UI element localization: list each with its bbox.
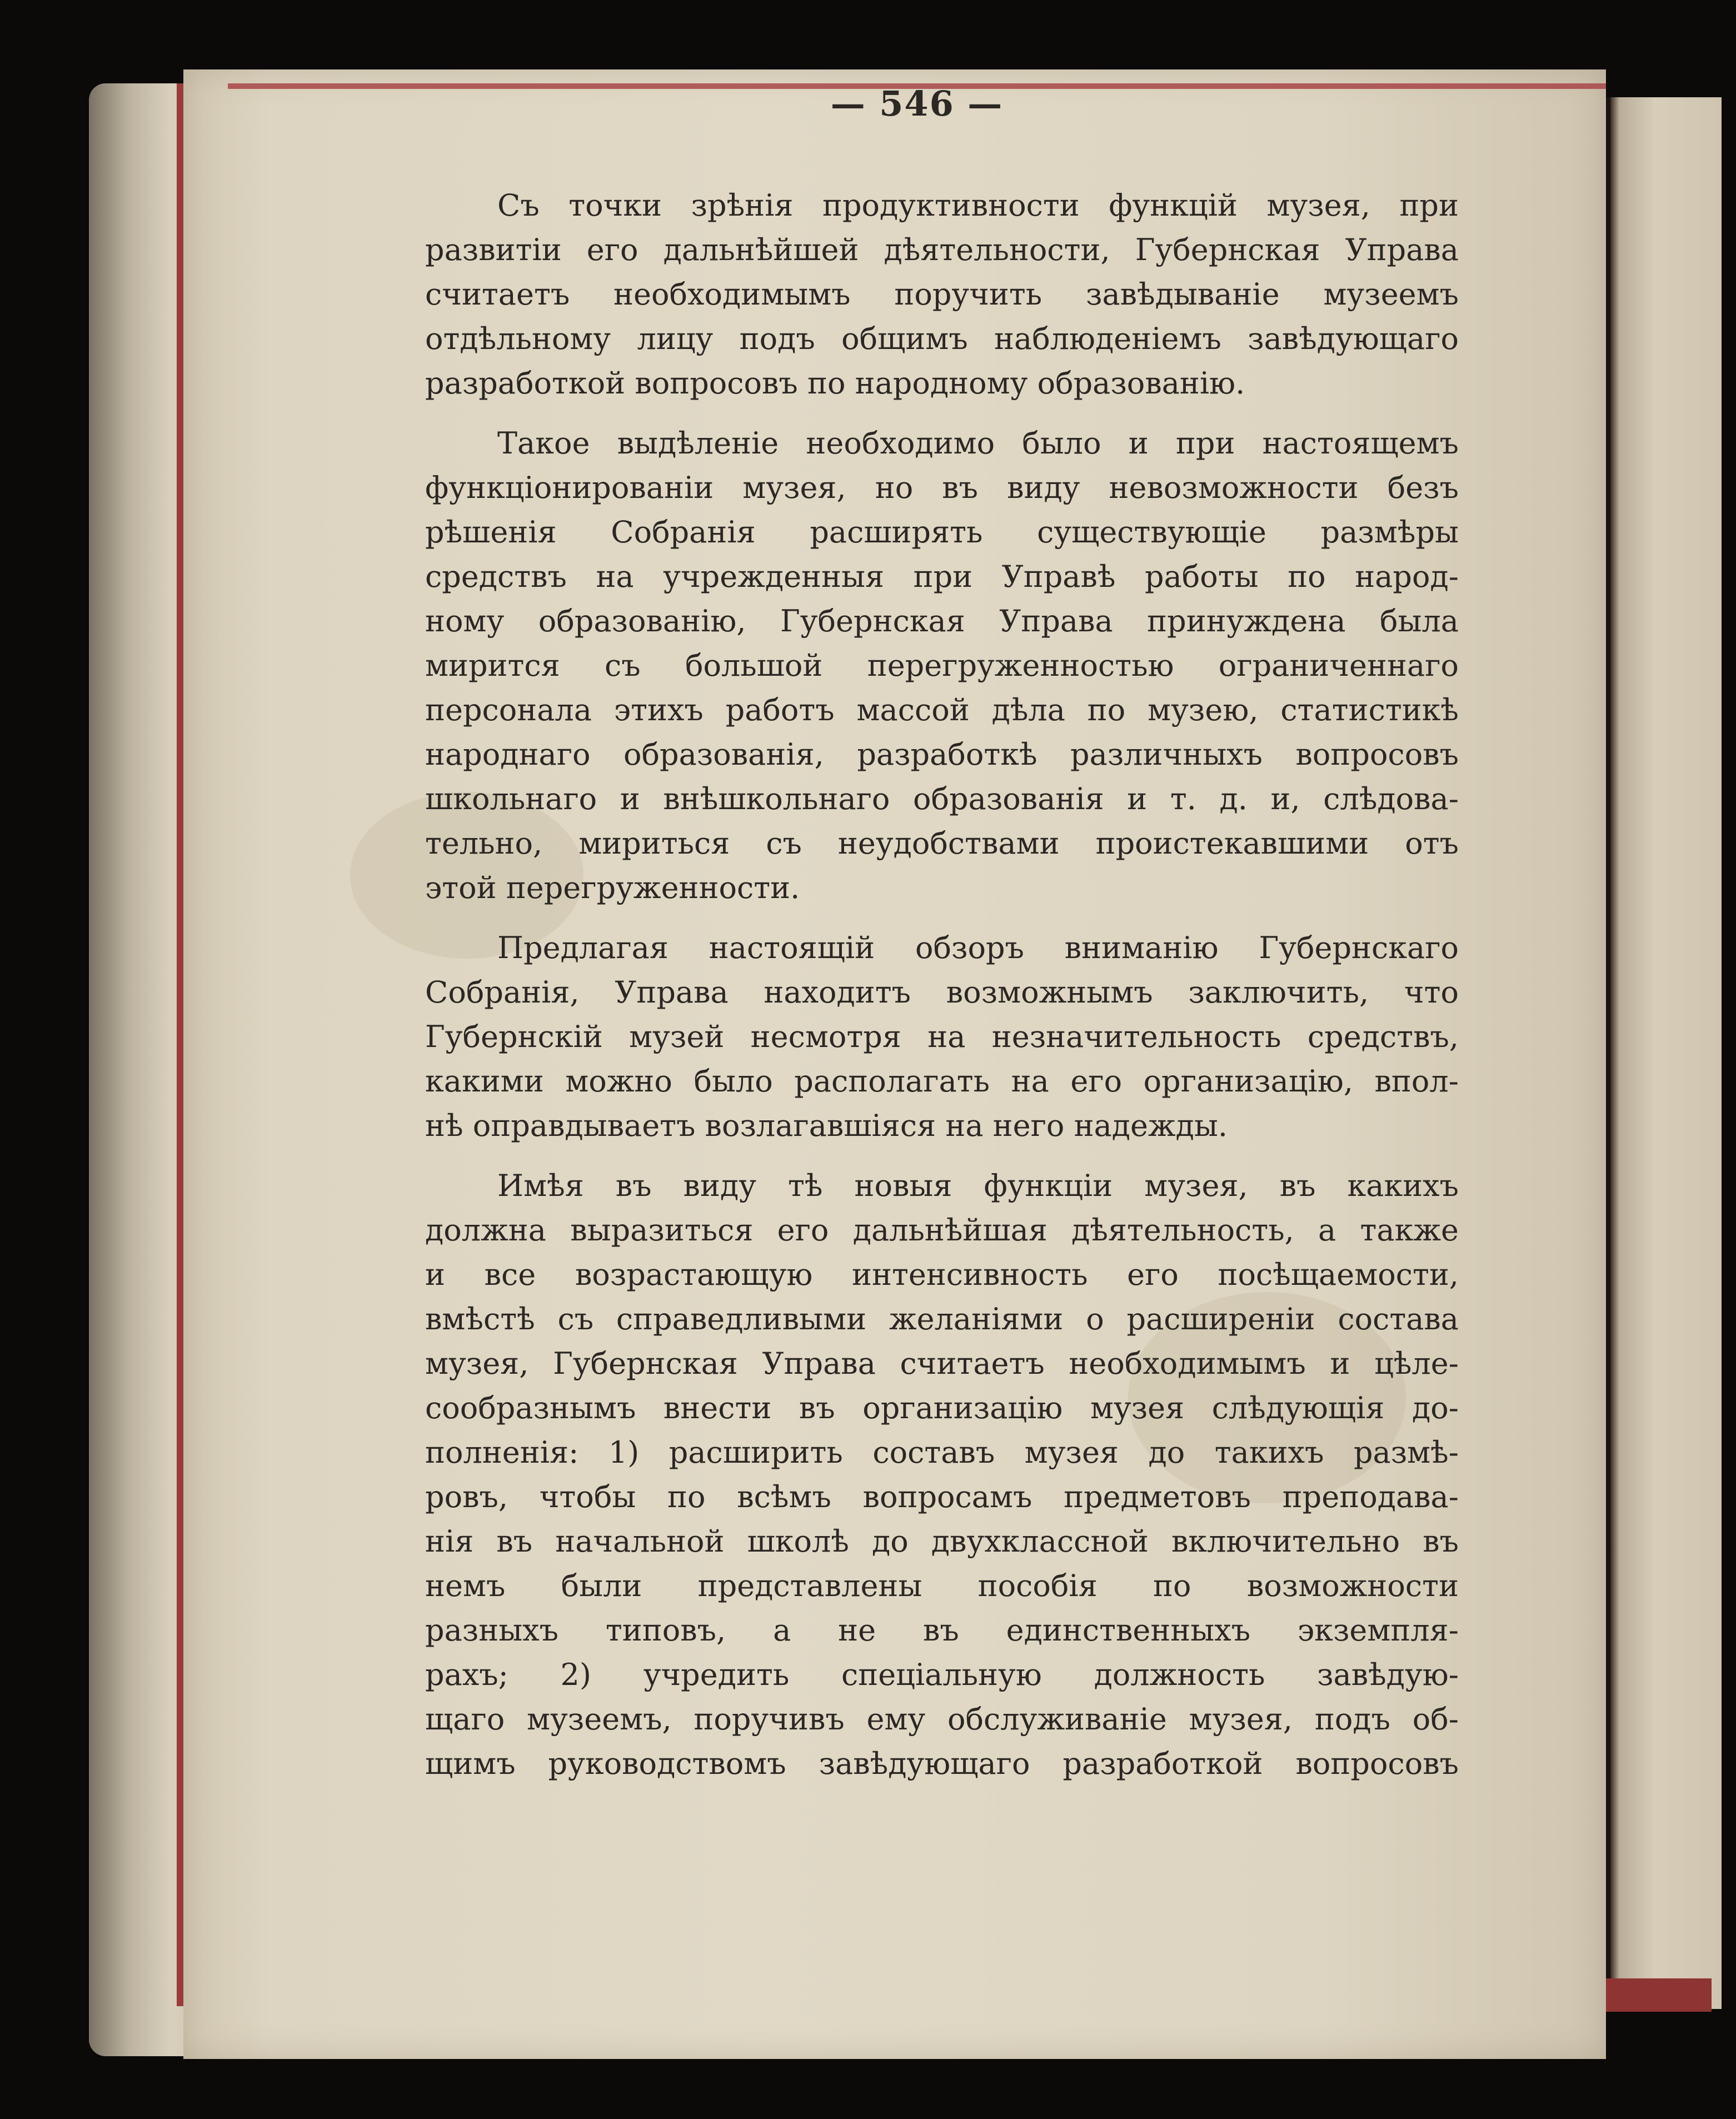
facing-page-red-edge	[1600, 1978, 1712, 2012]
text-line: вмѣстѣ съ справедливыми желаніями о расширеніи состава	[425, 1302, 1459, 1337]
text-line: щимъ руководствомъ завѣдующаго разработкой вопросовъ	[425, 1746, 1459, 1781]
text-line: немъ были представлены пособія по возможности	[425, 1568, 1459, 1603]
text-line: сообразнымъ внести въ организацію музея слѣдующія до-	[425, 1390, 1459, 1425]
text-line: Съ точки зрѣнія продуктивности функцій музея, при	[497, 188, 1459, 223]
text-line: Собранія, Управа находитъ возможнымъ заключить, что	[425, 975, 1459, 1010]
text-line: развитіи его дальнѣйшей дѣятельности, Губернская Управа	[425, 232, 1459, 267]
text-line: разработкой вопросовъ по народному образованію.	[425, 366, 1245, 401]
text-line: ному образованію, Губернская Управа принуждена была	[425, 604, 1459, 639]
text-line: Губернскій музей несмотря на незначительность средствъ,	[425, 1019, 1459, 1054]
text-line: и все возрастающую интенсивность его посѣщаемости,	[425, 1257, 1459, 1292]
text-line: полненія: 1) расширить составъ музея до такихъ размѣ-	[425, 1435, 1459, 1470]
paragraph-3	[425, 926, 1459, 1148]
paragraph-1	[425, 183, 1459, 406]
text-line: отдѣльному лицу подъ общимъ наблюденіемъ завѣдующаго	[425, 321, 1459, 356]
text-line: народнаго образованія, разработкѣ различныхъ вопросовъ	[425, 737, 1459, 772]
text-line: нѣ оправдываетъ возлагавшіяся на него надежды.	[425, 1108, 1228, 1143]
text-line: рахъ; 2) учредить спеціальную должность завѣдую-	[425, 1657, 1459, 1692]
page-number: — 546 —	[830, 83, 1004, 124]
text-line: Такое выдѣленіе необходимо было и при настоящемъ	[497, 426, 1459, 461]
paragraph-4	[425, 1164, 1459, 1786]
facing-page-edge	[1600, 97, 1722, 2009]
text-line: школьнаго и внѣшкольнаго образованія и т. д. и, слѣдова-	[425, 781, 1459, 816]
text-line: Предлагая настоящій обзоръ вниманію Губернскаго	[497, 930, 1459, 965]
page-body	[425, 183, 1459, 1802]
text-line: рѣшенія Собранія расширять существующіе размѣры	[425, 515, 1459, 550]
text-line: функціонированіи музея, но въ виду невозможности безъ	[425, 470, 1459, 505]
text-line: щаго музеемъ, поручивъ ему обслуживаніе музея, подъ об-	[425, 1702, 1459, 1737]
text-line: ровъ, чтобы по всѣмъ вопросамъ предметовъ преподава-	[425, 1479, 1459, 1514]
text-line: какими можно было располагать на его организацію, впол-	[425, 1064, 1459, 1099]
text-line: персонала этихъ работъ массой дѣла по музею, статистикѣ	[425, 692, 1459, 727]
text-line: музея, Губернская Управа считаетъ необходимымъ и цѣле-	[425, 1346, 1459, 1381]
text-line: тельно, мириться съ неудобствами проистекавшими отъ	[425, 826, 1459, 861]
text-line: должна выразиться его дальнѣйшая дѣятельность, а также	[425, 1213, 1459, 1248]
text-line: считаетъ необходимымъ поручить завѣдываніе музеемъ	[425, 277, 1459, 312]
text-line: разныхъ типовъ, а не въ единственныхъ экземпля-	[425, 1613, 1459, 1648]
text-line: мирится съ большой перегруженностью ограниченнаго	[425, 648, 1459, 683]
text-line: нія въ начальной школѣ до двухклассной включительно въ	[425, 1524, 1459, 1559]
text-line: средствъ на учрежденныя при Управѣ работы по народ-	[425, 559, 1459, 594]
text-line: этой перегруженности.	[425, 870, 800, 905]
paragraph-2	[425, 421, 1459, 910]
text-line: Имѣя въ виду тѣ новыя функціи музея, въ какихъ	[497, 1168, 1459, 1203]
